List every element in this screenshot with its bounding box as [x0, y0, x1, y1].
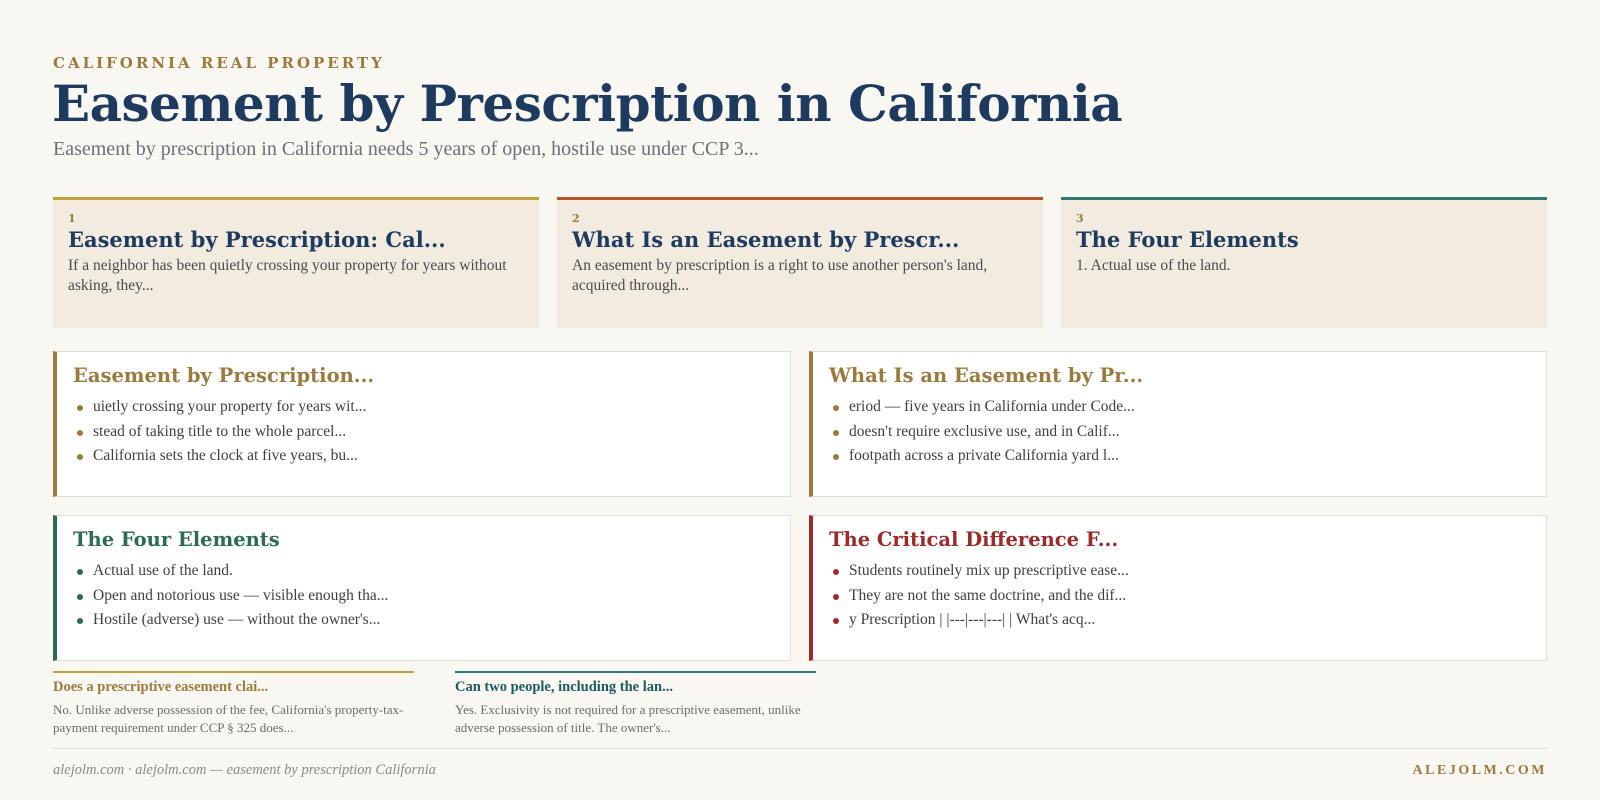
card-number: 1 [68, 212, 76, 225]
faq-question: Does a prescriptive easement clai... [53, 679, 269, 695]
footer-credit: alejolm.com · alejolm.com — easement by prescription California [53, 762, 436, 778]
summary-card-3 [1061, 197, 1547, 328]
section-card-easement-by-prescription [53, 351, 791, 497]
section-title: What Is an Easement by Pr... [829, 364, 1144, 387]
card-number: 3 [1076, 212, 1084, 225]
bullet-list [829, 395, 1530, 469]
faq-question: Can two people, including the lan... [455, 679, 673, 695]
faq-answer: No. Unlike adverse possession of the fee, California's property-tax-payment requirement under CCP § 325 does... [53, 702, 404, 735]
section-card-critical-difference [809, 515, 1547, 661]
bullet-list [73, 559, 774, 633]
bullet-item: uietly crossing your property for years wit... [73, 395, 774, 420]
summary-card-2 [557, 197, 1043, 328]
bullet-item: Actual use of the land. [73, 559, 774, 584]
bullet-item: y Prescription | |---|---|---| | What's acq... [829, 608, 1530, 633]
footer-brand: ALEJOLM.COM [1412, 763, 1547, 778]
bullet-item: California sets the clock at five years, bu... [73, 444, 774, 469]
bullet-item: Students routinely mix up prescriptive ease... [829, 559, 1530, 584]
bullet-item: footpath across a private California yard l... [829, 444, 1530, 469]
card-title: Easement by Prescription: Cal... [68, 227, 446, 252]
bullet-item: They are not the same doctrine, and the dif... [829, 584, 1530, 609]
section-title: The Critical Difference F... [829, 528, 1119, 551]
section-title: Easement by Prescription... [73, 364, 375, 387]
bullet-item: stead of taking title to the whole parcel... [73, 420, 774, 445]
card-text: An easement by prescription is a right to use another person's land, acquired through... [572, 257, 988, 294]
bullet-list [829, 559, 1530, 633]
section-card-what-is-an-easement [809, 351, 1547, 497]
bullet-item: Open and notorious use — visible enough tha... [73, 584, 774, 609]
section-card-four-elements [53, 515, 791, 661]
card-text: 1. Actual use of the land. [1076, 257, 1231, 274]
card-title: The Four Elements [1076, 227, 1299, 252]
bullet-list [73, 395, 774, 469]
card-number: 2 [572, 212, 580, 225]
faq-item-1 [53, 671, 414, 736]
footer-divider [53, 748, 1547, 749]
faq-item-2 [455, 671, 816, 736]
section-title: The Four Elements [73, 528, 280, 551]
page-title: Easement by Prescription in California [52, 74, 1123, 133]
bullet-item: doesn't require exclusive use, and in Calif... [829, 420, 1530, 445]
page-subtitle: Easement by prescription in California needs 5 years of open, hostile use under CCP 3... [53, 138, 759, 160]
summary-card-1 [53, 197, 539, 328]
bullet-item: Hostile (adverse) use — without the owner's... [73, 608, 774, 633]
bullet-item: eriod — five years in California under Code... [829, 395, 1530, 420]
kicker: CALIFORNIA REAL PROPERTY [53, 54, 385, 72]
card-text: If a neighbor has been quietly crossing your property for years without asking, they... [68, 257, 507, 294]
faq-answer: Yes. Exclusivity is not required for a prescriptive easement, unlike adverse possession of title. The owner's... [455, 702, 801, 735]
card-title: What Is an Easement by Prescr... [572, 227, 960, 252]
